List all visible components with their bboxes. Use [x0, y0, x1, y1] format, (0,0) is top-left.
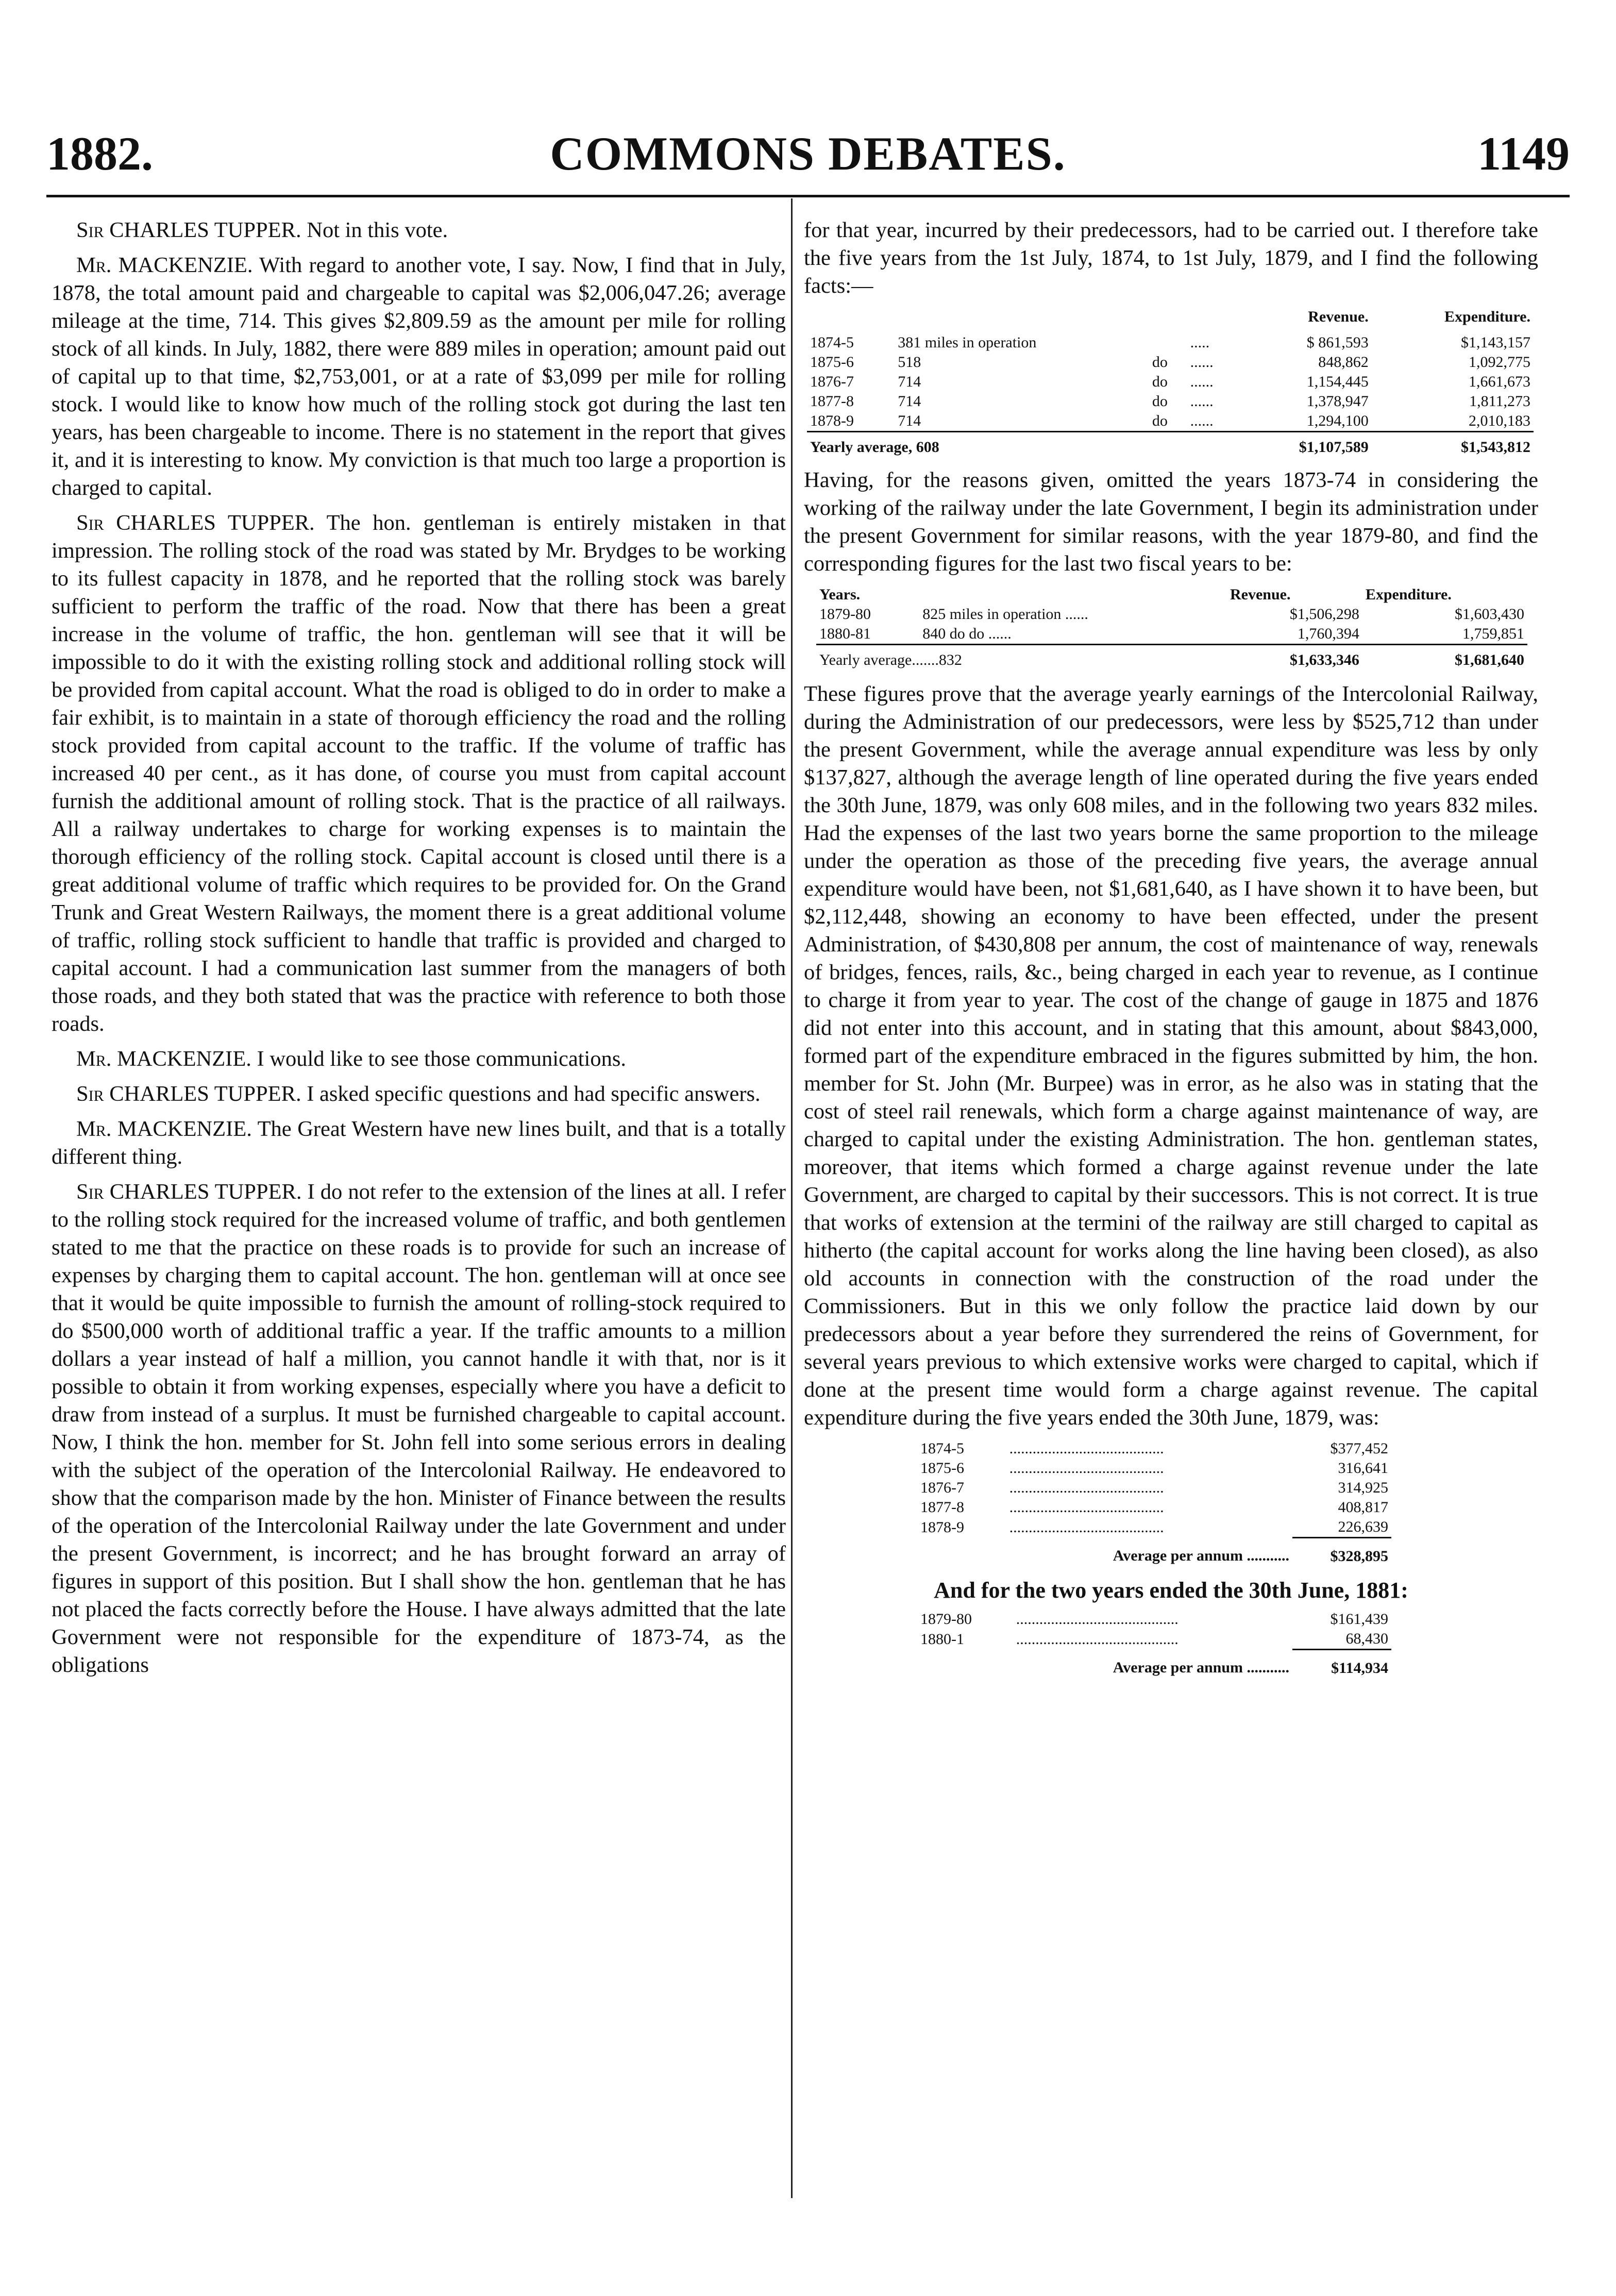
year-cell: 1879-80	[819, 606, 871, 623]
total-expenditure: $1,543,812	[1372, 432, 1534, 458]
year-cell: 1878-9	[810, 412, 854, 429]
revenue-cell: 1,760,394	[1297, 625, 1359, 642]
table-row	[917, 1439, 1391, 1459]
miles-cell: 518	[898, 354, 921, 371]
expenditure-header: Expenditure.	[1444, 308, 1530, 325]
speech-paragraph	[52, 1045, 786, 1073]
speech-text: With regard to another vote, I say. Now, I find that in July, 1878, the total amount paid and chargeable to capital was $2,006,047.26; average mileage at the time, 714. This gives $2,809.59 as the amount per mile for rolling stock of all kinds. In July, 1882, there were 889 miles in operation; amount paid out of capital up to that time, $2,753,001, or at a rate of $3,099 per mile for rolling stock. I would like to know how much of the rolling stock got during the last ten years, has been chargeable to income. There is no statement in the report that gives it, and it is interesting to know. My conviction is that much too large a proportion is charged to capital.	[52, 253, 786, 500]
year-cell: 1876-7	[810, 373, 854, 390]
speaker-name: Mr. MACKENZIE.	[76, 1047, 251, 1071]
speech-paragraph	[52, 216, 786, 244]
speech-paragraph	[52, 252, 786, 502]
speaker-name: Sir CHARLES TUPPER.	[76, 1082, 301, 1106]
total-revenue: $1,633,346	[1227, 645, 1362, 671]
continued-paragraph: for that year, incurred by their predecessors, had to be carried out. I therefore take the five years from the 1st July, 1874, to 1st July, 1879, and I find the following facts:—	[804, 218, 1538, 298]
speech-text: I do not refer to the extension of the lines at all. I refer to the rolling stock required for the increased volume of traffic, and both gentlemen stated to me that the practice on these roads is to provide for such an increase of expenses by charging them to capital account. The hon. gentleman will at once see that it would be quite impossible to furnish the amount of rolling-stock required to do $500,000 worth of additional traffic a year. If the traffic amounts to a million dollars a year instead of half a million, you cannot handle it with that, nor is it possible to obtain it from working expenses, especially where you have a deficit to draw from instead of a surplus. It must be furnished chargeable to capital account. Now, I think the hon. member for St. John fell into some serious errors in dealing with the subject of the operation of the Intercolonial Railway. He endeavored to show that the comparison made by the hon. Minister of Finance between the results of the operation of the Intercolonial Railway under the late Government and under the present Government, is incorrect; and he has brought forward an array of figures in support of this position. But I shall show the hon. gentleman that he has not placed the facts correctly before the House. I have always admitted that the late Government were not responsible for the expenditure of 1873-74, as the obligations	[52, 1180, 786, 1677]
total-label: Yearly average.......832	[816, 645, 1227, 671]
leader-dots: ........................................	[1009, 1460, 1164, 1477]
value-cell: 408,817	[1338, 1499, 1388, 1516]
leader-dots: ......	[1190, 412, 1214, 429]
expenditure-cell: 1,092,775	[1469, 354, 1530, 371]
value-cell: 226,639	[1338, 1518, 1388, 1535]
two-year-revenue-table	[816, 585, 1527, 670]
speech-text: I asked specific questions and had specific answers.	[307, 1082, 761, 1106]
revenue-cell: $1,506,298	[1289, 606, 1359, 623]
expenditure-cell: 1,759,851	[1462, 625, 1524, 642]
miles-cell: 840 do do ......	[922, 625, 1012, 642]
table-row	[917, 1517, 1391, 1538]
leader-dots: ......	[1190, 393, 1214, 410]
leader-dots: ........................................	[1009, 1518, 1164, 1536]
speaker-name: Mr. MACKENZIE.	[76, 1117, 252, 1141]
ditto-cell: do	[1152, 373, 1168, 390]
total-label: Average per annum ...........	[1113, 1659, 1289, 1677]
table-row	[917, 1610, 1391, 1629]
speaker-name: Mr. MACKENZIE.	[76, 253, 253, 277]
speech-paragraph	[52, 1178, 786, 1679]
table-row	[807, 333, 1534, 353]
revenue-cell: 848,862	[1318, 354, 1369, 371]
revenue-header: Revenue.	[1308, 308, 1369, 325]
year-cell: 1880-1	[920, 1630, 964, 1648]
table-row	[816, 605, 1527, 624]
left-column	[52, 216, 786, 1686]
table-row	[807, 353, 1534, 372]
leader-dots: ........................................	[1009, 1440, 1164, 1457]
speech-text: I would like to see those communications.	[257, 1047, 627, 1071]
table-row	[816, 624, 1527, 645]
years-header: Years.	[819, 586, 861, 603]
year-cell: 1875-6	[810, 354, 854, 371]
capital-expenditure-two-year-table	[917, 1610, 1391, 1678]
table-row	[917, 1629, 1391, 1650]
two-years-heading: And for the two years ended the 30th June, 1881:	[934, 1578, 1408, 1603]
value-cell: 316,641	[1338, 1460, 1388, 1477]
table-total-row	[917, 1538, 1391, 1567]
ditto-cell: do	[1152, 354, 1168, 371]
expenditure-cell: $1,603,430	[1455, 606, 1524, 623]
header-year: 1882.	[46, 127, 153, 180]
table-row	[917, 1498, 1391, 1517]
five-year-revenue-table	[807, 307, 1534, 457]
total-label: Average per annum ...........	[1113, 1547, 1289, 1565]
miles-cell: 714	[898, 412, 921, 429]
year-cell: 1879-80	[920, 1611, 972, 1628]
page-number: 1149	[1477, 127, 1570, 180]
revenue-cell: 1,378,947	[1306, 393, 1369, 410]
miles-cell: 714	[898, 373, 921, 390]
table-total-row	[816, 645, 1527, 671]
speaker-name: Sir CHARLES TUPPER.	[76, 1180, 302, 1204]
miles-cell: 825 miles in operation ......	[922, 606, 1088, 623]
table-row	[917, 1459, 1391, 1478]
header-title: COMMONS DEBATES.	[550, 127, 1066, 180]
expenditure-cell: 2,010,183	[1469, 412, 1530, 429]
value-cell: 314,925	[1338, 1479, 1388, 1496]
value-cell: $161,439	[1330, 1611, 1388, 1628]
speech-text: Not in this vote.	[307, 218, 448, 242]
table-row	[807, 411, 1534, 432]
year-cell: 1878-9	[920, 1518, 964, 1536]
leader-dots: ......	[1190, 373, 1214, 390]
table-row	[917, 1478, 1391, 1498]
total-label: Yearly average, 608	[807, 432, 1239, 458]
ditto-cell: do	[1152, 393, 1168, 410]
year-cell: 1876-7	[920, 1479, 964, 1496]
speech-text: The Great Western have new lines built, and that is a totally different thing.	[52, 1117, 786, 1169]
column-divider	[791, 198, 793, 2198]
expenditure-header: Expenditure.	[1365, 586, 1452, 603]
leader-dots: ......	[1190, 354, 1214, 371]
table-row	[807, 372, 1534, 392]
speaker-name: Sir CHARLES TUPPER.	[76, 218, 301, 242]
year-cell: 1880-81	[819, 625, 871, 642]
leader-dots: ..........................................	[1016, 1630, 1179, 1648]
total-expenditure: $1,681,640	[1362, 645, 1527, 671]
revenue-cell: 1,154,445	[1306, 373, 1369, 390]
speaker-name: Sir CHARLES TUPPER.	[76, 511, 315, 535]
total-revenue: $1,107,589	[1239, 432, 1372, 458]
leader-dots: ........................................	[1009, 1499, 1164, 1516]
year-cell: 1877-8	[920, 1499, 964, 1516]
body-paragraph: Having, for the reasons given, omitted the years 1873-74 in considering the working of the railway under the late Government, I begin its administration under the present Government for similar reasons, with the year 1879-80, and find the corresponding figures for the last two fiscal years to be:	[804, 468, 1538, 576]
expenditure-cell: $1,143,157	[1461, 334, 1530, 351]
total-value: $328,895	[1292, 1538, 1391, 1567]
speech-paragraph	[52, 1115, 786, 1171]
year-cell: 1874-5	[920, 1440, 964, 1457]
miles-cell: 714	[898, 393, 921, 410]
leader-dots: ..........................................	[1016, 1611, 1179, 1628]
header-rule	[46, 195, 1570, 197]
year-cell: 1877-8	[810, 393, 854, 410]
revenue-cell: 1,294,100	[1306, 412, 1369, 429]
expenditure-cell: 1,811,273	[1469, 393, 1530, 410]
capital-expenditure-table	[917, 1439, 1391, 1566]
speech-paragraph	[52, 509, 786, 1038]
value-cell: $377,452	[1330, 1440, 1388, 1457]
revenue-header: Revenue.	[1230, 586, 1291, 603]
miles-cell: 381 miles in operation	[898, 334, 1037, 351]
year-cell: 1874-5	[810, 334, 854, 351]
leader-dots: .....	[1190, 334, 1210, 351]
right-column	[804, 216, 1538, 1688]
table-total-row	[917, 1650, 1391, 1679]
year-cell: 1875-6	[920, 1460, 964, 1477]
page-header	[46, 126, 1570, 188]
speech-text: The hon. gentleman is entirely mistaken in that impression. The rolling stock of the road was stated by Mr. Brydges to be working to its fullest capacity in 1878, and he reported that the rolling stock was barely sufficient to perform the traffic of the road. Now that there has been a great increase in the volume of traffic, the hon. gentleman will see that it will be impossible to do it with the existing rolling stock and additional rolling stock will be provided from capital account. What the road is obliged to do in order to make a fair exhibit, is to maintain in a state of thorough efficiency the road and the rolling stock provided from capital account to the traffic. If the volume of traffic has increased 40 per cent., as it has done, of course you must from capital account furnish the additional amount of rolling stock. That is the practice of all railways. All a railway undertakes to charge for working expenses is to maintain the thorough efficiency of the rolling stock. Capital account is closed until there is a great additional volume of traffic which requires to be provided for. On the Grand Trunk and Great Western Railways, the moment there is a great additional volume of traffic, rolling stock sufficient to handle that traffic is provided and charged to capital account. I had a communication last summer from the managers of both those roads, and they both stated that was the practice with reference to both those roads.	[52, 511, 786, 1036]
ditto-cell: do	[1152, 412, 1168, 429]
leader-dots: ........................................	[1009, 1479, 1164, 1496]
expenditure-cell: 1,661,673	[1469, 373, 1530, 390]
total-value: $114,934	[1292, 1650, 1391, 1679]
value-cell: 68,430	[1345, 1630, 1388, 1647]
speech-paragraph	[52, 1080, 786, 1108]
body-paragraph: These figures prove that the average yearly earnings of the Intercolonial Railway, during the Administration of our predecessors, were less by $525,712 than under the present Government, while the average annual expenditure was less by only $137,827, although the average length of line operated during the five years ended the 30th June, 1879, was only 608 miles, and in the following two years 832 miles. Had the expenses of the last two years borne the same proportion to the mileage under the operation as those of the preceding five years, the average annual expenditure would have been, not $1,681,640, as I have shown it to have been, but $2,112,448, showing an economy to have been effected, under the present Administration, of $430,808 per annum, the cost of maintenance of way, renewals of bridges, fences, rails, &c., being charged in each year to revenue, as I continue to charge it from year to year. The cost of the change of gauge in 1875 and 1876 did not enter into this account, and in stating that this amount, about $843,000, formed part of the expenditure embraced in the figures submitted by him, the hon. member for St. John (Mr. Burpee) was in error, as he also was in stating that the cost of steel rail renewals, which form a charge against maintenance of way, are charged to capital under the existing Administration. The hon. gentleman states, moreover, that items which formed a charge against revenue under the late Government, are charged to capital by their successors. This is not correct. It is true that works of extension at the termini of the railway are still charged to capital as hitherto (the capital account for works along the line having been closed), as also old accounts in connection with the construction of the road under the Commissioners. But in this we only follow the practice laid down by our predecessors about a year before they surrendered the reins of Government, for several years previous to which extensive works were charged to capital, which if done at the present time would form a charge against revenue. The capital expenditure during the five years ended the 30th June, 1879, was:	[804, 682, 1538, 1430]
table-row	[807, 392, 1534, 411]
table-total-row	[807, 432, 1534, 458]
revenue-cell: $ 861,593	[1306, 334, 1369, 351]
